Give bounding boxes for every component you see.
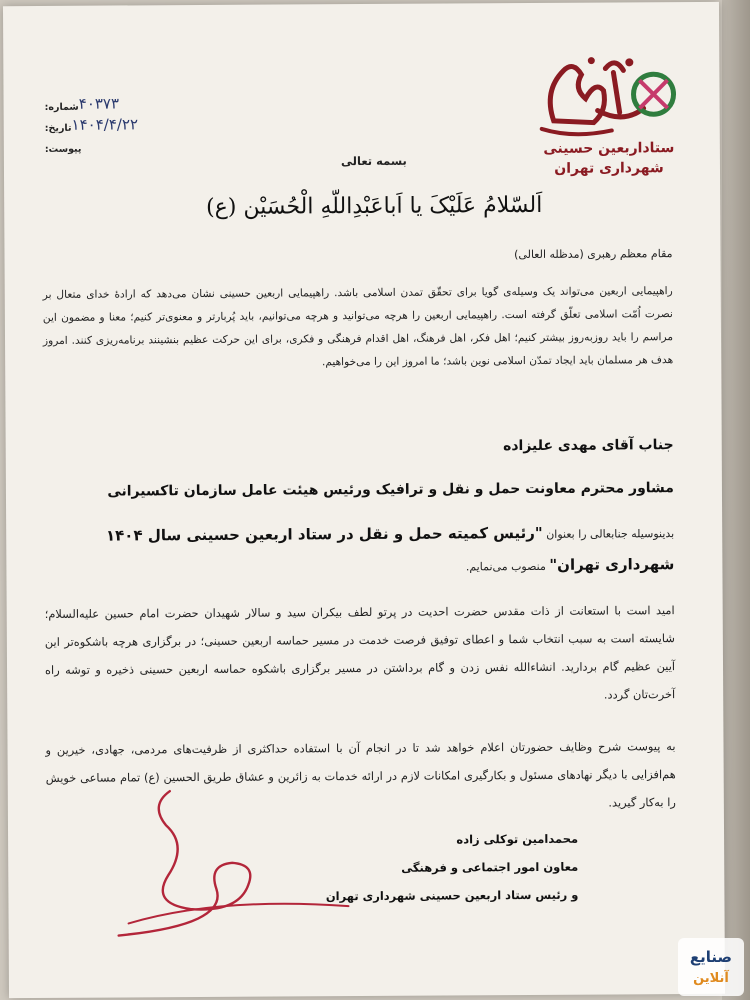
appointment-title: "رئیس کمیته حمل و نقل در ستاد اربعین حسینی سال ۱۴۰۴ شهرداری تهران" xyxy=(105,523,675,574)
logo-title-line1: ستاداربعین حسینی xyxy=(543,140,675,157)
salutation-heading: اَلسّلامُ عَلَیْکَ یا اَباعَبْدِاللّهِ الْحُسَیْن (ع) xyxy=(206,192,543,220)
news-watermark-logo-icon xyxy=(678,938,744,996)
letter-number-label: شماره: xyxy=(44,101,79,113)
signature-block xyxy=(325,825,579,910)
page-edge-shadow xyxy=(722,0,750,1000)
appointment-prefix: بدینوسیله جنابعالی را بعنوان xyxy=(546,527,675,541)
appointment-suffix: منصوب می‌نمایم. xyxy=(465,559,546,574)
letter-number-value: ۴۰۳۷۳ xyxy=(78,94,120,113)
body-paragraph-1: امید است با استعانت از ذات مقدس حضرت احدیت در پرتو لطف بیکران سید و سالار شهیدان حضرت امام حسین علیه‌السلام؛ شایسته است به سبب انتخاب شما و اعطای توفیق فرصت خدمت در مسیر حماسه اربعین حسینی؛ در برگزاری هرچه باشکوه‌تر این آیین عظیم گام بردارید. انشاءالله نفس زدن و گام برداشتن در مسیر برگزاری باشکوه حماسه اربعین حسینی ذخیره و توشه راه آخرت‌تان گردد. xyxy=(44,603,676,702)
letter-attachment-row xyxy=(42,133,162,155)
letter-page xyxy=(3,2,725,998)
letter-date-value: ۱۴۰۴/۴/۲۲ xyxy=(71,115,139,134)
signatory-title-2: و رئیس ستاد اربعین حسینی شهرداری تهران xyxy=(325,887,579,904)
quote-attribution: مقام معظم رهبری (مدظله العالی) xyxy=(514,247,673,262)
letter-meta xyxy=(42,91,162,155)
body-paragraph-2: به پیوست شرح وظایف حضورتان اعلام خواهد شد تا در انجام آن با استفاده حداکثری از ظرفیت‌های مردمی، جهادی، خیرین و هم‌افزایی با دیگر نهادهای مسئول و بکارگیری امکانات لازم در ارائه خدمات به زائرین و عشاق طریق الحسین (ع) تمام مساعی خویش را به‌کار گیرید. xyxy=(45,739,676,810)
letter-number-row xyxy=(42,91,162,113)
recipient-title: مشاور محترم معاونت حمل و نقل و ترافیک ورئیس هیئت عامل سازمان تاکسیرانی xyxy=(107,480,674,500)
signatory-title-1: معاون امور اجتماعی و فرهنگی xyxy=(401,859,579,875)
organization-logo xyxy=(533,50,684,191)
watermark-line1: صنایع xyxy=(689,948,733,966)
letter-date-label: تاریخ: xyxy=(44,122,72,134)
appointment-sentence xyxy=(44,517,674,585)
handwritten-signature-icon xyxy=(98,784,359,956)
watermark-line2: آنلاین xyxy=(693,971,729,986)
letter-attachment-label: پیوست: xyxy=(44,143,82,155)
signatory-name: محمدامین توکلی زاده xyxy=(456,831,579,847)
recipient-name: جناب آقای مهدی علیزاده xyxy=(503,437,674,455)
leader-quote: راهپیمایی اربعین می‌تواند یک وسیله‌ی گویا برای تحقّق تمدن اسلامی باشد. راهپیمایی اربعین حسینی نشان می‌دهد که ارادهٔ خدای متعال بر نصرت اُمّت اسلامی تعلّق گرفته است. راهپیمایی اربعین را هرچه می‌توانید و هرچه می‌توانیم، باید پُربارتر و معنوی‌تر کنیم؛ معنا و مضمون این مراسم را باید روزبه‌روز بیشتر کنیم؛ اهل فکر، اهل فرهنگ، اهل اقدام فرهنگی و فکری، برای این حرکت عظیم بنشینند برنامه‌ریزی کنند. امروز هدف هر مسلمان باید ایجاد تمدّن اسلامی نوین باشد؛ ما امروز این را می‌خواهیم. xyxy=(42,285,674,369)
logo-emblem-icon xyxy=(533,50,684,143)
letter-date-row xyxy=(42,112,162,134)
bismillah-heading: بسمه تعالی xyxy=(340,153,407,169)
logo-title-line2: شهرداری تهران xyxy=(554,160,664,177)
